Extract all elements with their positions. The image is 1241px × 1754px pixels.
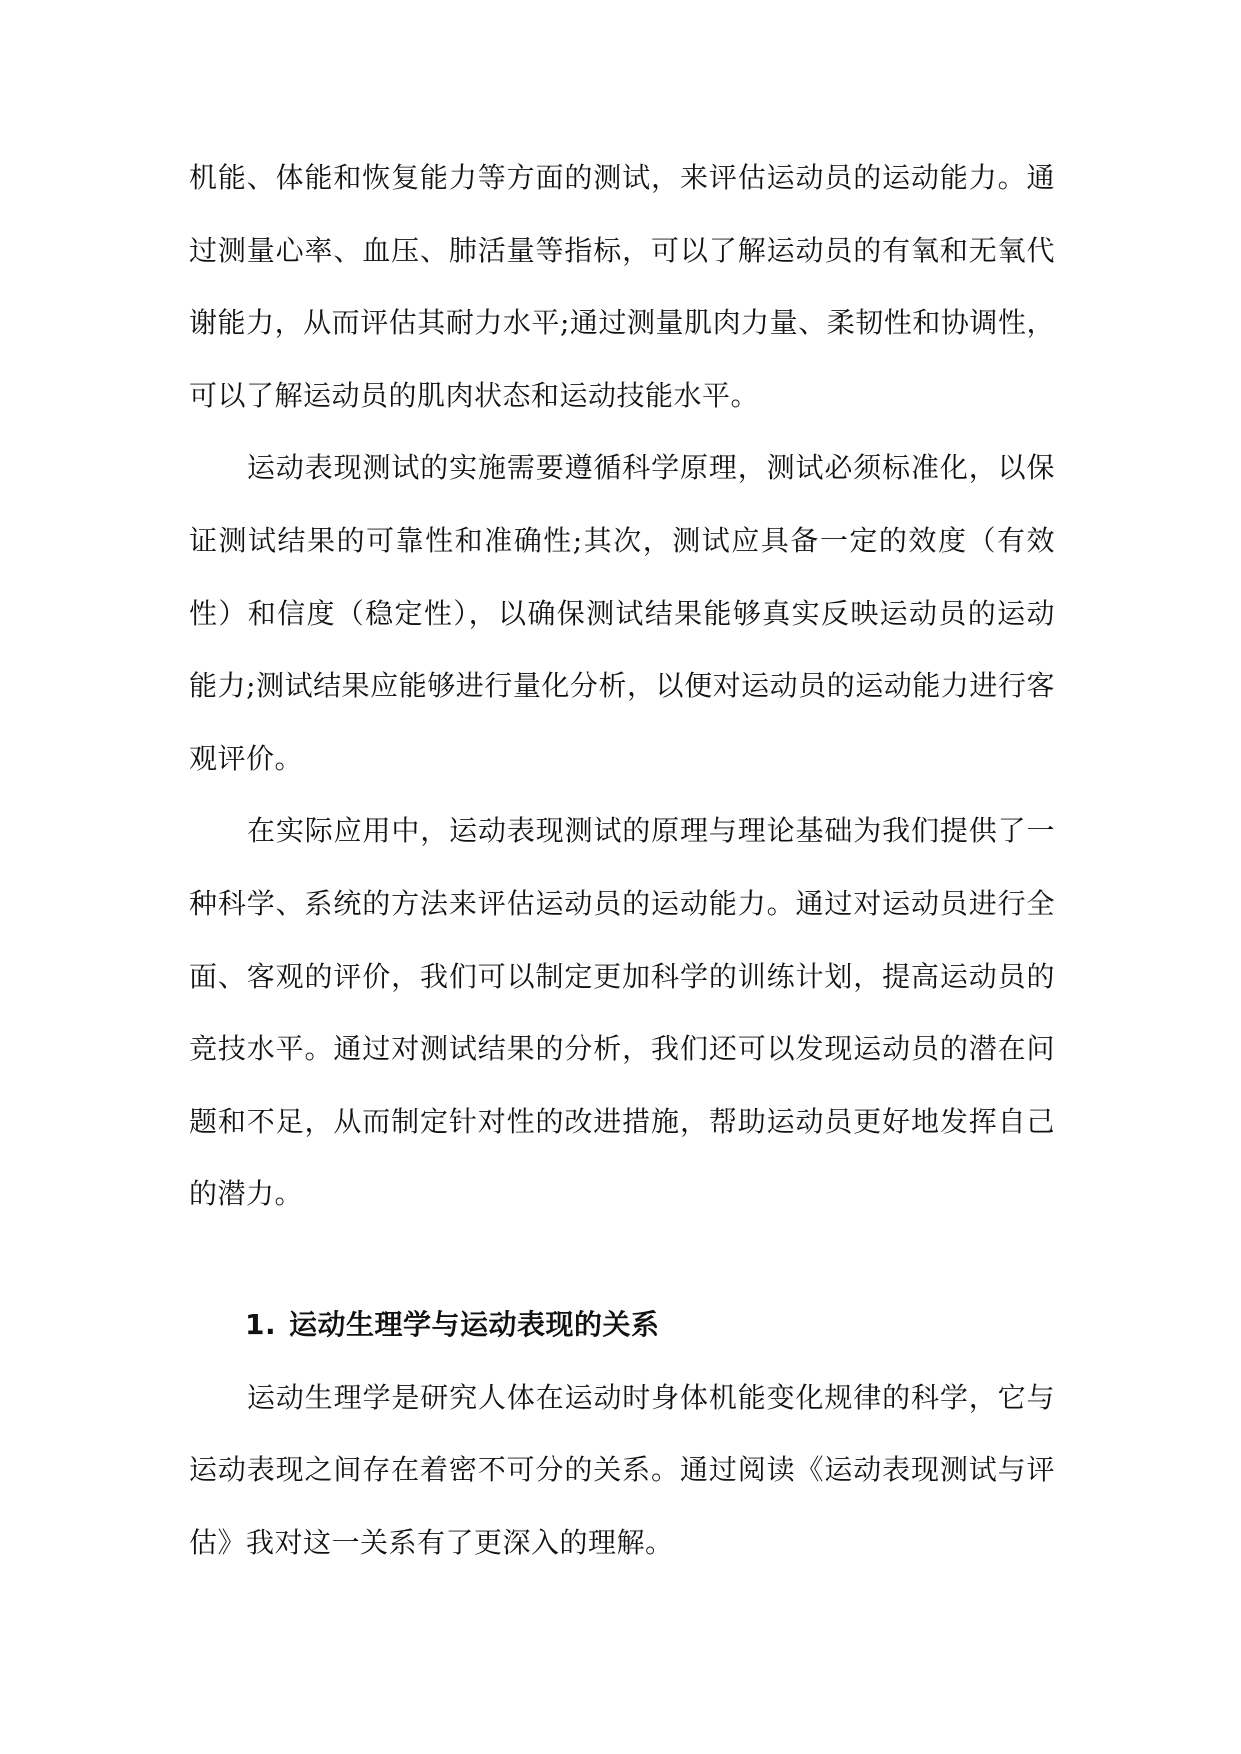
body-paragraph-4: 运动生理学是研究人体在运动时身体机能变化规律的科学，它与运动表现之间存在着密不可分的关系。通过阅读《运动表现测试与评估》我对这一关系有了更深入的理解。 <box>189 1380 1055 1559</box>
body-paragraph-3: 在实际应用中，运动表现测试的原理与理论基础为我们提供了一种科学、系统的方法来评估运动员的运动能力。通过对运动员进行全面、客观的评价，我们可以制定更加科学的训练计划，提高运动员的竞技水平。通过对测试结果的分析，我们还可以发现运动员的潜在问题和不足，从而制定针对性的改进措施，帮助运动员更好地发挥自己的潜力。 <box>189 814 1055 1211</box>
section-title: 运动生理学与运动表现的关系 <box>289 1307 660 1341</box>
section-heading <box>189 1289 1055 1362</box>
page-content <box>189 142 1055 1579</box>
body-paragraph-2: 运动表现测试的实施需要遵循科学原理，测试必须标准化，以保证测试结果的可靠性和准确性;其次，测试应具备一定的效度（有效性）和信度（稳定性），以确保测试结果能够真实反映运动员的运动能力;测试结果应能够进行量化分析，以便对运动员的运动能力进行客观评价。 <box>189 451 1055 775</box>
body-paragraph-1: 机能、体能和恢复能力等方面的测试，来评估运动员的运动能力。通过测量心率、血压、肺活量等指标，可以了解运动员的有氧和无氧代谢能力，从而评估其耐力水平;通过测量肌肉力量、柔韧性和协调性，可以了解运动员的肌肉状态和运动技能水平。 <box>189 161 1055 412</box>
section-number: 1. <box>245 1307 277 1341</box>
